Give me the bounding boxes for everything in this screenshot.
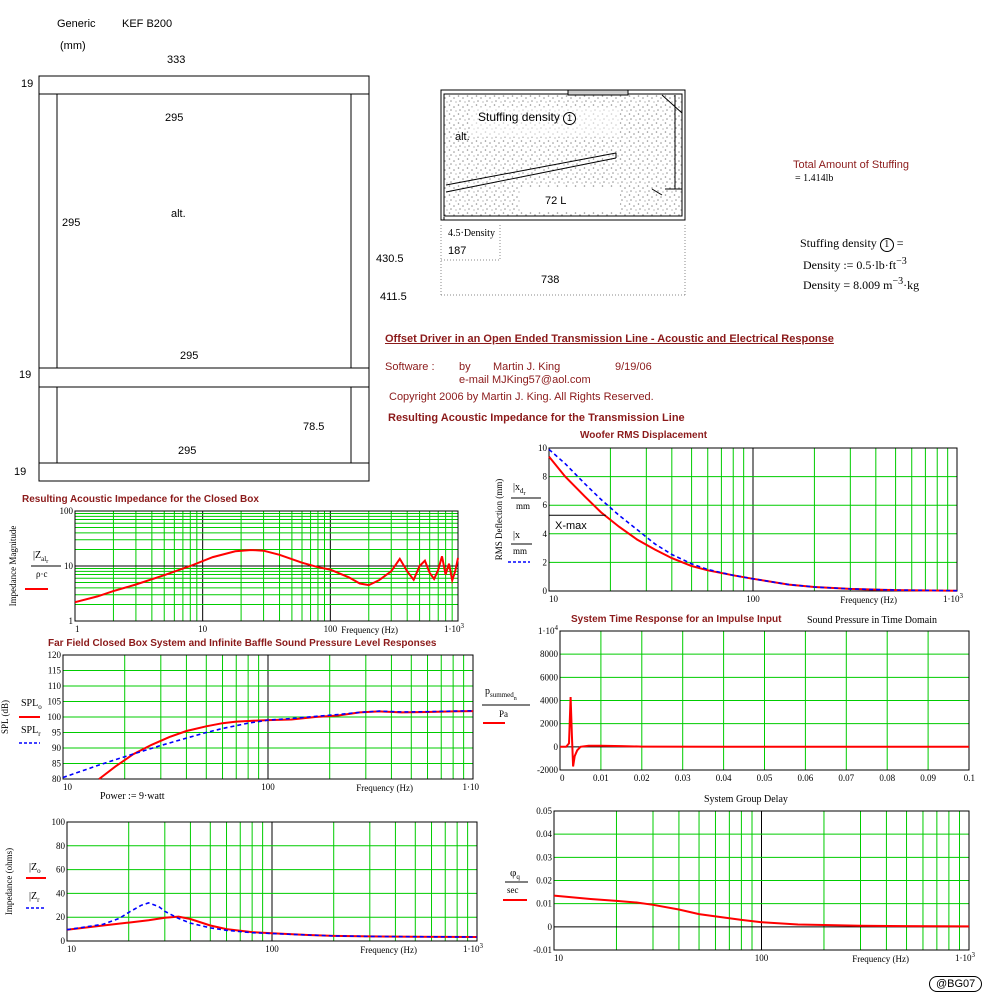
y-tick-label: 0.04 [536, 829, 552, 840]
bg07-badge: @BG07 [929, 976, 982, 992]
legend-ez-2-sub: r [37, 896, 40, 904]
legend-time-den: Pa [499, 709, 508, 719]
y-tick-label: 105 [47, 696, 61, 707]
x-tick-label: 100 [323, 624, 338, 634]
y-tick-label: 6000 [540, 672, 558, 683]
y-tick-label: 0.01 [536, 898, 552, 909]
y-tick-label: 10 [538, 443, 547, 453]
legend-gd-num: $\varphi_q$ [510, 867, 520, 881]
density-metric-unit: ·kg [903, 278, 920, 292]
y-tick-label: $1\cdot 10^4$ [538, 624, 558, 636]
x-tick-label: 10 [554, 953, 563, 963]
x-axis-label: Frequency (Hz) [356, 783, 413, 793]
x-tick-label: 0.07 [838, 773, 855, 783]
x-tick-label: 0.04 [715, 773, 732, 783]
legend-closed-box-sub2: r [46, 559, 49, 565]
legend-spl-1-sub: o [38, 703, 42, 711]
y-tick-label: 0 [542, 586, 547, 596]
legend-ez-1: $|Z_o$ [29, 862, 41, 875]
y-tick-label: -2000 [537, 765, 558, 775]
x-tick-label: 10 [67, 944, 76, 954]
y-tick-exp: 4 [554, 624, 558, 632]
chart-title-group-delay: System Group Delay [704, 794, 788, 805]
legend-closed-box-num: $|Z_{alr}$ [33, 550, 49, 565]
x-tick-label: $1\cdot 10^3$ [444, 622, 464, 634]
y-tick-label: 0 [547, 921, 552, 932]
legend-closed-box-den: ρ·c [36, 569, 48, 579]
y-tick-label: 0.05 [536, 806, 552, 816]
x-tick-label: 1 [75, 624, 80, 634]
chart-impedance_closed_box [8, 506, 465, 635]
dim-inner-width-bottom: 295 [178, 445, 197, 457]
tl-dim-187: 187 [448, 245, 467, 257]
legend-displacement-1-sub: d [520, 487, 524, 495]
chart-electrical_impedance [4, 817, 484, 955]
y-tick-label: 0 [553, 741, 558, 752]
legend-ez-2: $|Z_r$ [29, 891, 40, 904]
header-model: KEF B200 [122, 18, 173, 30]
density-metric-exp: −3 [892, 276, 904, 287]
credits-author: Martin J. King [493, 361, 561, 373]
x-axis-label: Frequency (Hz) [341, 625, 398, 635]
x-tick-label: $1\cdot 10^3$ [463, 942, 483, 954]
legend-displacement-1-den: mm [516, 501, 531, 511]
tl-volume: 72 L [545, 195, 567, 207]
y-tick-label: 110 [47, 681, 61, 691]
legend-displacement-1-sub2: r [523, 491, 526, 497]
tl-alt-label: alt. [455, 131, 470, 143]
legend-spl-1: $SPL_o$ [21, 698, 42, 711]
chart-group_delay [533, 806, 975, 964]
y-tick-label: 0.02 [536, 875, 552, 886]
stuffing-circled-one: 1 [880, 238, 894, 252]
y-axis-label: SPL (dB) [0, 700, 10, 734]
x-tick-label: 100 [746, 594, 760, 604]
tl-dim-738: 738 [541, 274, 560, 286]
legend-ez-1-sub: o [37, 867, 41, 875]
chart-title-time: System Time Response for an Impulse Input [571, 614, 782, 625]
x-axis-label: Frequency (Hz) [852, 954, 909, 964]
credits-copyright: Copyright 2006 by Martin J. King. All Rights Reserved. [389, 391, 654, 403]
y-tick-label: 100 [47, 712, 61, 722]
y-tick-label: 40 [56, 888, 65, 899]
chart-title-spl: Far Field Closed Box System and Infinite Baffle Sound Pressure Level Responses [48, 638, 437, 649]
legend-displacement-2-num: |x [513, 530, 521, 541]
x-tick-label: 1·10 [462, 782, 479, 792]
y-tick-label: 100 [59, 506, 73, 516]
x-tick-label: 0 [560, 773, 565, 783]
y-tick-label: -0.01 [533, 945, 552, 955]
x-tick-label: 0.1 [963, 773, 975, 783]
x-tick-label: 0.03 [674, 773, 691, 783]
legend-time-num: $p_{summedn}$ [485, 686, 517, 702]
x-tick-label: 10 [63, 782, 72, 792]
x-tick-exp: 3 [959, 592, 963, 600]
y-tick-label: 4000 [540, 695, 558, 706]
legend-displacement-1-num: $|x_{dr}$ [513, 482, 526, 497]
y-tick-label: 120 [47, 650, 61, 660]
density-imperial-exp: −3 [896, 256, 907, 267]
dim-height-b: 411.5 [380, 291, 407, 303]
credits-tl-impedance-title: Resulting Acoustic Impedance for the Transmission Line [388, 412, 685, 424]
dim-wall-mid: 19 [19, 369, 32, 381]
credits-by: by [459, 361, 471, 373]
y-axis-label: Impedance Magnitude [8, 525, 18, 607]
x-tick-label: 0.08 [879, 773, 896, 783]
y-tick-label: 0 [60, 936, 65, 946]
x-tick-label: 0.09 [920, 773, 936, 783]
dim-inner-width-mid: 295 [180, 350, 199, 362]
dim-height-a: 430.5 [376, 253, 404, 265]
x-tick-label: 10 [549, 594, 558, 604]
legend-displacement-2-den: mm [513, 546, 528, 556]
x-tick-label: $1\cdot 10^3$ [943, 592, 963, 604]
x-max-label: X-max [555, 520, 587, 533]
y-axis-label: Impedance (ohms) [4, 847, 14, 916]
y-tick-label: 90 [52, 743, 61, 753]
y-tick-label: 20 [56, 912, 65, 923]
y-tick-label: 80 [56, 840, 65, 851]
y-tick-label: 2 [542, 557, 547, 568]
y-tick-label: 4 [542, 528, 547, 539]
legend-closed-box-sub: al [41, 555, 47, 563]
tl-stuffing-text: Stuffing density [478, 110, 560, 124]
dim-top-width: 333 [167, 54, 186, 66]
spl-power-note: Power := 9·watt [100, 791, 165, 802]
y-tick-label: 2000 [540, 718, 558, 729]
x-tick-exp: 3 [460, 622, 464, 630]
x-tick-label: $1\cdot 10^3$ [955, 951, 975, 963]
x-tick-label: 0.02 [633, 773, 650, 783]
density-imperial-text: Density := 0.5·lb·ft [803, 258, 897, 272]
legend-gd-den: sec [507, 885, 519, 895]
x-tick-label: 100 [754, 953, 769, 963]
x-tick-label: 100 [265, 944, 279, 954]
x-tick-exp: 3 [479, 942, 483, 950]
box-alt-label: alt. [171, 208, 186, 220]
chart-subtitle-time: Sound Pressure in Time Domain [807, 615, 938, 626]
dim-port-height: 78.5 [303, 421, 325, 433]
y-tick-label: 85 [52, 758, 61, 769]
y-tick-label: 60 [56, 864, 65, 875]
y-tick-label: 10 [64, 561, 73, 571]
tl-density-label: 4.5·Density [448, 228, 495, 239]
credits-date: 9/19/06 [615, 361, 652, 373]
y-tick-label: 6 [542, 500, 547, 511]
legend-spl-2-sub: r [38, 730, 41, 738]
x-tick-label: 100 [261, 782, 275, 792]
credits-software: Software : [385, 361, 435, 373]
chart-title-closed-box: Resulting Acoustic Impedance for the Closed Box [22, 494, 259, 505]
x-axis-label: Frequency (Hz) [360, 945, 417, 955]
y-axis-label: RMS Deflection (mm) [494, 478, 504, 561]
y-tick-label: 8000 [540, 649, 558, 660]
chart-title-displacement: Woofer RMS Displacement [580, 430, 708, 441]
x-tick-label: 0.05 [756, 773, 773, 783]
y-tick-label: 8 [542, 471, 547, 482]
chart-spl [0, 650, 479, 793]
credits-title: Offset Driver in an Open Ended Transmission Line - Acoustic and Electrical Response [385, 333, 834, 345]
density-metric-text: Density = 8.009 m [803, 278, 893, 292]
x-tick-label: 0.01 [593, 773, 609, 783]
y-tick-label: 0.03 [536, 852, 552, 863]
credits-email: e-mail MJKing57@aol.com [459, 374, 591, 386]
y-tick-label: 100 [51, 817, 65, 827]
x-axis-label: Frequency (Hz) [840, 595, 897, 605]
x-tick-exp: 3 [971, 951, 975, 959]
dim-inner-height: 295 [62, 217, 81, 229]
header-generic: Generic [57, 18, 96, 30]
y-tick-label: 1 [68, 616, 73, 626]
stuffing-density-eq: = [896, 236, 904, 250]
y-tick-label: 80 [52, 774, 61, 784]
legend-time-sub2: n [513, 696, 517, 702]
y-tick-label: 115 [47, 665, 61, 676]
x-tick-label: 0.06 [797, 773, 814, 783]
stuffing-total-label: Total Amount of Stuffing [793, 159, 909, 171]
legend-time-sub: summed [490, 691, 514, 699]
series-line-1 [99, 711, 473, 779]
y-tick-label: 95 [52, 727, 61, 738]
dim-wall-top: 19 [21, 78, 34, 90]
legend-gd-sub: q [516, 873, 520, 881]
header-units: (mm) [60, 40, 86, 52]
tl-circled-one: 1 [563, 112, 576, 125]
dim-inner-width-top: 295 [165, 112, 184, 124]
stuffing-density-heading-text: Stuffing density [800, 236, 877, 250]
dim-wall-bottom: 19 [14, 466, 27, 478]
x-tick-label: 10 [198, 624, 208, 634]
legend-spl-2: $SPL_r$ [21, 725, 41, 738]
chart-time_response [537, 624, 975, 783]
stuffing-total-value: = 1.414lb [795, 173, 834, 184]
